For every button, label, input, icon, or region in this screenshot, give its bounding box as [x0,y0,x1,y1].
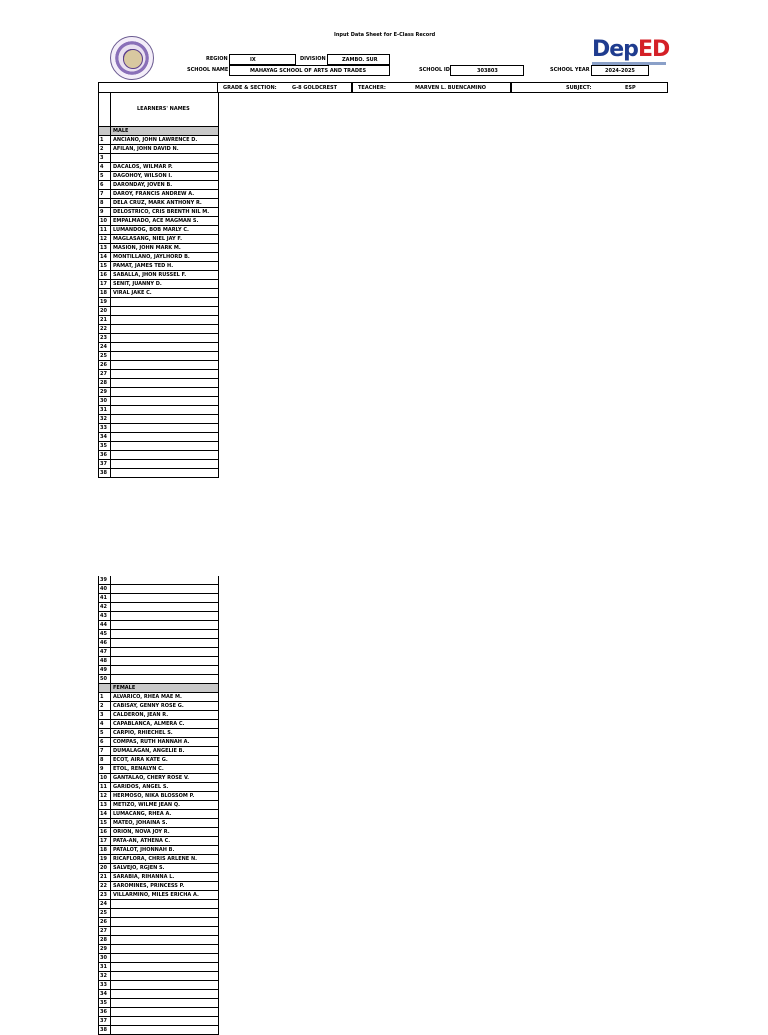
learner-number: 41 [99,594,111,602]
learner-name[interactable] [112,442,218,450]
learner-number: 8 [99,199,111,207]
learner-number: 1 [99,136,111,144]
female-section-row [99,684,218,693]
school-id-label: SCHOOL ID [419,67,450,73]
school-name-label: SCHOOL NAME [187,67,229,73]
learner-row[interactable] [99,289,218,298]
learner-name[interactable] [112,936,218,944]
learner-row[interactable] [99,963,218,972]
learner-number: 19 [99,855,111,863]
learner-row[interactable] [99,451,218,460]
learner-number: 9 [99,208,111,216]
learner-number: 24 [99,343,111,351]
learner-name[interactable]: ETOL, RENALYN C. [113,766,164,772]
learner-row[interactable] [99,136,218,145]
school-name-value: MAHAYAG SCHOOL OF ARTS AND TRADES [250,68,367,74]
learner-name[interactable] [112,999,218,1007]
learner-name[interactable] [112,460,218,468]
learner-row[interactable] [99,810,218,819]
learner-number: 31 [99,406,111,414]
learner-row[interactable] [99,163,218,172]
learner-row[interactable] [99,864,218,873]
learner-number: 39 [99,576,111,584]
learner-name[interactable]: LUMACANG, RHEA A. [113,811,172,817]
learner-name[interactable] [112,325,218,333]
learner-name[interactable]: LUMANDOG, BOB MARLY C. [113,227,189,233]
learner-name[interactable]: DARONDAY, JOVEN B. [113,182,173,188]
learner-row[interactable] [99,172,218,181]
learner-row[interactable] [99,882,218,891]
learner-name[interactable] [112,397,218,405]
learner-number: 46 [99,639,111,647]
learner-name[interactable]: ORION, NOVA JOY R. [113,829,170,835]
learner-row[interactable] [99,711,218,720]
learner-row[interactable] [99,576,218,585]
learner-row[interactable] [99,370,218,379]
learner-row[interactable] [99,235,218,244]
learner-row[interactable] [99,379,218,388]
learner-number: 16 [99,271,111,279]
learner-number: 14 [99,253,111,261]
learner-row[interactable] [99,801,218,810]
learner-number: 21 [99,316,111,324]
learner-number: 22 [99,325,111,333]
learner-number: 35 [99,999,111,1007]
learner-number: 49 [99,666,111,674]
learner-name[interactable] [112,1026,218,1034]
learner-row[interactable] [99,936,218,945]
learner-number: 2 [99,145,111,153]
learner-name[interactable]: VILLARMINO, MILES ERICHA A. [113,892,199,898]
learner-number: 2 [99,702,111,710]
learner-number: 30 [99,397,111,405]
learner-row[interactable] [99,981,218,990]
learner-number: 22 [99,882,111,890]
learner-name[interactable] [112,909,218,917]
learner-number: 30 [99,954,111,962]
learner-row[interactable] [99,388,218,397]
learner-name[interactable]: DAROY, FRANCIS ANDREW A. [113,191,195,197]
learner-row[interactable] [99,190,218,199]
learner-number: 43 [99,612,111,620]
learner-name[interactable]: MATEO, JOHAINA S. [113,820,168,826]
learner-name[interactable]: DELA CRUZ, MARK ANTHONY R. [113,200,202,206]
learner-row[interactable] [99,774,218,783]
learner-number: 1 [99,693,111,701]
learner-name[interactable]: SALVEJO, RGJEN S. [113,865,165,871]
learner-name[interactable] [112,648,218,656]
learner-number: 15 [99,819,111,827]
learner-number: 12 [99,792,111,800]
learner-name[interactable]: CABISAY, GENNY ROSE G. [113,703,184,709]
learner-name[interactable] [112,415,218,423]
learner-name[interactable]: SENIT, JUANNY D. [113,281,162,287]
learner-name[interactable] [112,307,218,315]
learner-row[interactable] [99,999,218,1008]
learner-row[interactable] [99,783,218,792]
learner-number: 7 [99,747,111,755]
learner-name[interactable]: GANTALAO, CHERY ROSE V. [113,775,190,781]
region-field[interactable] [229,54,296,65]
learner-row[interactable] [99,442,218,451]
learner-name[interactable] [112,154,218,162]
learner-name[interactable] [112,621,218,629]
learner-number: 35 [99,442,111,450]
learner-name[interactable] [112,972,218,980]
division-value: ZAMBO. SUR [342,57,378,63]
learner-row[interactable] [99,945,218,954]
division-label: DIVISION [300,56,326,62]
learner-row[interactable] [99,1017,218,1026]
learner-name[interactable] [112,639,218,647]
learner-row[interactable] [99,639,218,648]
learner-name[interactable] [112,298,218,306]
learner-number: 36 [99,1008,111,1016]
learner-row[interactable] [99,343,218,352]
learner-row[interactable] [99,298,218,307]
subject-cell[interactable] [511,82,668,93]
learner-name[interactable]: ECOT, AIRA KATE G. [113,757,168,763]
learner-name[interactable]: MAGLASANG, NIEL JAY F. [113,236,182,242]
deped-logo: DepED [592,37,670,62]
learner-number: 16 [99,828,111,836]
learner-number: 9 [99,765,111,773]
learner-number: 13 [99,244,111,252]
learner-row[interactable] [99,792,218,801]
learner-number: 5 [99,172,111,180]
learner-number: 47 [99,648,111,656]
learner-row[interactable] [99,900,218,909]
learner-number: 18 [99,846,111,854]
learner-row[interactable] [99,154,218,163]
learner-number: 33 [99,424,111,432]
learner-row[interactable] [99,756,218,765]
learner-name[interactable]: MASION, JOHN MARK M. [113,245,181,251]
region-label: REGION [206,56,228,62]
learner-row[interactable] [99,208,218,217]
region-value: IX [250,57,256,63]
learner-row[interactable] [99,271,218,280]
school-year-field[interactable] [591,65,649,76]
learner-row[interactable] [99,460,218,469]
learner-number: 4 [99,720,111,728]
learner-number: 18 [99,289,111,297]
learner-name[interactable] [112,406,218,414]
learner-number: 34 [99,433,111,441]
learner-number: 26 [99,918,111,926]
learner-name[interactable] [112,954,218,962]
learner-row[interactable] [99,972,218,981]
learner-name[interactable] [112,603,218,611]
learner-row[interactable] [99,316,218,325]
learner-number: 33 [99,981,111,989]
learner-name[interactable]: METIZO, WILME JEAN Q. [113,802,180,808]
learner-row[interactable] [99,325,218,334]
learner-row[interactable] [99,217,218,226]
learner-number: 5 [99,729,111,737]
learner-row[interactable] [99,406,218,415]
learner-row[interactable] [99,666,218,675]
deped-seal-logo [110,36,154,80]
learner-number: 12 [99,235,111,243]
learner-number: 24 [99,900,111,908]
learner-row[interactable] [99,693,218,702]
learner-number: 20 [99,307,111,315]
learner-number: 23 [99,334,111,342]
learner-number: 27 [99,927,111,935]
grade-section-value: G-8 GOLDCREST [292,85,338,91]
learner-name[interactable]: CAPABLANCA, ALMERA C. [113,721,185,727]
learner-number: 13 [99,801,111,809]
learner-name[interactable]: DACALOS, WILMAR P. [113,164,173,170]
learner-row[interactable] [99,585,218,594]
school-name-field[interactable] [229,65,390,76]
learner-row[interactable] [99,307,218,316]
learner-row[interactable] [99,280,218,289]
learner-name[interactable] [112,316,218,324]
male-section-row [99,127,218,136]
learner-number: 23 [99,891,111,899]
learner-name[interactable] [112,424,218,432]
teacher-value: MARVEN L. BUENCAMINO [415,85,487,91]
learner-number: 28 [99,379,111,387]
learner-row[interactable] [99,145,218,154]
learner-number: 25 [99,909,111,917]
learner-name[interactable]: RICAFLORA, CHRIS ARLENE N. [113,856,198,862]
learner-name[interactable] [112,388,218,396]
learners-header-row [99,93,218,127]
learner-name[interactable]: DUMALAGAN, ANGELIE B. [113,748,185,754]
learner-name[interactable]: PAMAT, JAMES TED H. [113,263,174,269]
learner-row[interactable] [99,702,218,711]
learner-name[interactable]: HERMOSO, NIKA BLOSSOM P. [113,793,195,799]
learner-number: 7 [99,190,111,198]
learner-name[interactable] [112,945,218,953]
learner-row[interactable] [99,621,218,630]
grade-section-label: GRADE & SECTION: [223,85,277,91]
learner-name[interactable]: COMPAS, RUTH HANNAH A. [113,739,190,745]
learner-name[interactable] [112,379,218,387]
learner-name[interactable]: SABALLA, JHON RUSSEL F. [113,272,187,278]
learner-row[interactable] [99,334,218,343]
learner-number: 31 [99,963,111,971]
learner-name[interactable]: ALVARICO, RHEA MAE M. [113,694,182,700]
learner-row[interactable] [99,612,218,621]
teacher-label: TEACHER: [358,85,386,91]
learner-number: 42 [99,603,111,611]
learner-row[interactable] [99,181,218,190]
learner-number: 37 [99,1017,111,1025]
learner-name[interactable]: PATA-AN, ATHENA C. [113,838,171,844]
learner-number: 25 [99,352,111,360]
learner-name[interactable]: VIRAL JAKE C. [113,290,152,296]
learner-number: 45 [99,630,111,638]
learner-name[interactable] [112,666,218,674]
learner-number: 6 [99,738,111,746]
learner-row[interactable] [99,846,218,855]
learner-name[interactable] [112,675,218,683]
learner-number: 15 [99,262,111,270]
learner-name[interactable]: PATALOT, JHONNAH B. [113,847,175,853]
learner-number: 26 [99,361,111,369]
learner-row[interactable] [99,720,218,729]
learner-number: 14 [99,810,111,818]
learner-number: 10 [99,217,111,225]
female-label: FEMALE [113,685,136,691]
sheet-title: Input Data Sheet for E-Class Record [334,32,436,38]
learner-row[interactable] [99,630,218,639]
learner-row[interactable] [99,675,218,684]
subject-label: SUBJECT: [566,85,592,91]
learner-row[interactable] [99,891,218,900]
learner-number: 3 [99,154,111,162]
learner-name[interactable] [112,900,218,908]
learner-number: 50 [99,675,111,683]
learner-row[interactable] [99,469,218,478]
learner-number: 17 [99,280,111,288]
learner-name[interactable] [112,630,218,638]
learner-name[interactable] [112,612,218,620]
learner-number: 38 [99,1026,111,1034]
learner-name[interactable] [112,576,218,584]
learners-table-page1 [98,93,219,478]
learner-number: 8 [99,756,111,764]
learner-name[interactable] [112,981,218,989]
learner-number: 40 [99,585,111,593]
learner-row[interactable] [99,433,218,442]
learner-row[interactable] [99,909,218,918]
learner-number: 44 [99,621,111,629]
learner-row[interactable] [99,1008,218,1017]
learner-name[interactable]: CARPIO, RHIECHEL S. [113,730,173,736]
learner-number: 29 [99,945,111,953]
learner-number: 38 [99,469,111,477]
school-year-value: 2024-2025 [605,68,635,74]
learner-name[interactable] [112,990,218,998]
learner-row[interactable] [99,1026,218,1035]
learner-row[interactable] [99,855,218,864]
male-label: MALE [113,128,129,134]
learner-name[interactable]: SARABIA, RIHANNA L. [113,874,175,880]
learner-name[interactable] [112,1008,218,1016]
learner-row[interactable] [99,244,218,253]
learner-row[interactable] [99,226,218,235]
learner-row[interactable] [99,657,218,666]
learner-row[interactable] [99,594,218,603]
learner-name[interactable] [112,334,218,342]
learner-name[interactable] [112,927,218,935]
school-year-label: SCHOOL YEAR [550,67,590,73]
learner-name[interactable] [112,343,218,351]
learner-number: 32 [99,415,111,423]
learner-number: 34 [99,990,111,998]
learner-row[interactable] [99,927,218,936]
learner-name[interactable] [112,657,218,665]
learner-number: 32 [99,972,111,980]
learner-name[interactable]: SAROMINES, PRINCESS P. [113,883,185,889]
learner-name[interactable] [112,918,218,926]
learner-name[interactable] [112,370,218,378]
learner-name[interactable] [112,963,218,971]
learner-row[interactable] [99,424,218,433]
teacher-cell[interactable] [352,82,511,93]
learner-number: 3 [99,711,111,719]
learners-table-page2 [98,576,219,1035]
grade-section-cell[interactable] [217,82,352,93]
learner-row[interactable] [99,397,218,406]
learner-name[interactable] [112,352,218,360]
learner-name[interactable]: CALDERON, JEAN R. [113,712,169,718]
learner-number: 17 [99,837,111,845]
learner-name[interactable]: EMPALMADO, ACE MAGMAN S. [113,218,199,224]
learner-row[interactable] [99,828,218,837]
learner-row[interactable] [99,918,218,927]
learner-name[interactable] [112,594,218,602]
learner-number: 37 [99,460,111,468]
learner-name[interactable]: AFILAN, JOHN DAVID N. [113,146,179,152]
learner-row[interactable] [99,990,218,999]
learner-name[interactable]: DAGOHOY, WILSON I. [113,173,173,179]
learner-number: 20 [99,864,111,872]
learner-number: 4 [99,163,111,171]
learner-number: 11 [99,226,111,234]
learner-row[interactable] [99,765,218,774]
learner-row[interactable] [99,253,218,262]
learner-row[interactable] [99,262,218,271]
learner-number: 21 [99,873,111,881]
learner-number: 36 [99,451,111,459]
school-id-field[interactable] [450,65,524,76]
learner-name[interactable] [112,469,218,477]
learner-number: 29 [99,388,111,396]
learners-header: LEARNERS' NAMES [137,106,190,112]
learner-row[interactable] [99,873,218,882]
learner-row[interactable] [99,954,218,963]
learner-row[interactable] [99,738,218,747]
learner-name[interactable]: MONTILLANO, JAYLHORD B. [113,254,190,260]
learner-number: 10 [99,774,111,782]
learner-name[interactable] [112,585,218,593]
learner-name[interactable] [112,361,218,369]
learner-row[interactable] [99,648,218,657]
learner-name[interactable]: GARIDOS, ANGEL S. [113,784,169,790]
learner-row[interactable] [99,819,218,828]
learner-row[interactable] [99,729,218,738]
learner-name[interactable] [112,433,218,441]
learner-number: 19 [99,298,111,306]
learner-name[interactable]: DELOSTRICO, CRIS BRENTH NIL M. [113,209,210,215]
learner-number: 27 [99,370,111,378]
learner-row[interactable] [99,352,218,361]
learner-row[interactable] [99,415,218,424]
learner-number: 6 [99,181,111,189]
subject-value: ESP [625,85,636,91]
learner-number: 28 [99,936,111,944]
learner-row[interactable] [99,603,218,612]
learner-name[interactable] [112,451,218,459]
learner-row[interactable] [99,199,218,208]
school-id-value: 303803 [477,68,498,74]
division-field[interactable] [327,54,390,65]
learner-row[interactable] [99,837,218,846]
learner-number: 11 [99,783,111,791]
learner-name[interactable]: ANCIANO, JOHN LAWRENCE D. [113,137,198,143]
learner-row[interactable] [99,747,218,756]
learner-number: 48 [99,657,111,665]
learner-row[interactable] [99,361,218,370]
